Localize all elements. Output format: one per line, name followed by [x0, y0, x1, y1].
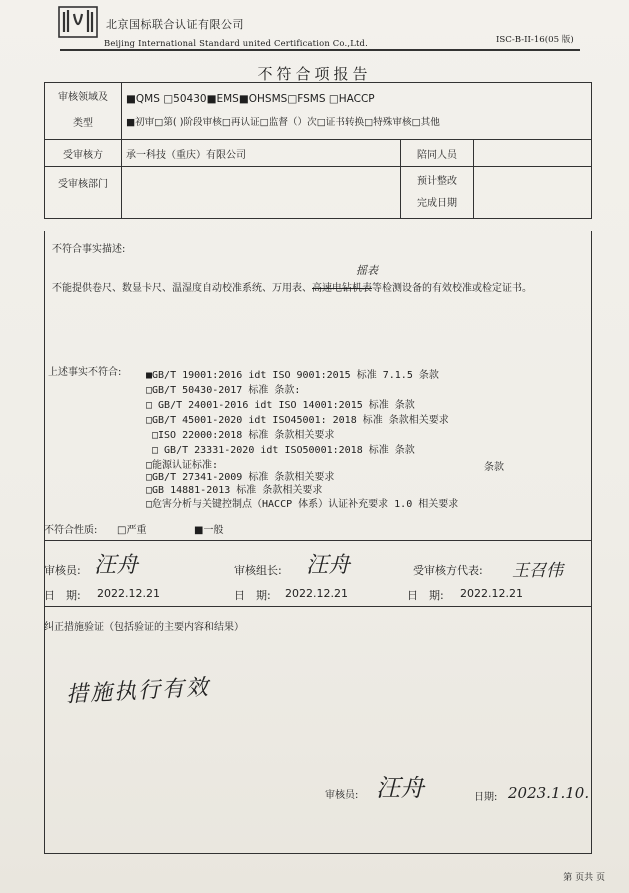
auditee-value: 承一科技（重庆）有限公司: [122, 140, 401, 167]
clause-5: □ISO 22000:2018 标准 条款相关要求: [152, 430, 335, 441]
desc-inserted: 摇表: [356, 264, 378, 277]
verification-date-value: 2023.1.10.: [508, 784, 590, 802]
date-value-3: 2022.12.21: [460, 587, 523, 600]
standards-line: ■QMS □50430■EMS■OHSMS□FSMS □HACCP: [126, 93, 375, 105]
clause-8: □GB/T 27341-2009 标准 条款相关要求: [146, 472, 335, 483]
form-code: ISC-B-II-16(05 版): [496, 35, 574, 45]
clause-4: □GB/T 45001-2020 idt ISO45001: 2018 标准 条款相关要求: [146, 415, 449, 426]
nature-general: ■一般: [194, 525, 224, 536]
desc-struck: 高速电钻机表: [312, 283, 372, 294]
auditee-label: 受审核方: [45, 140, 122, 167]
verification-label: 纠正措施验证（包括验证的主要内容和结果）: [44, 622, 244, 633]
date-value-2: 2022.12.21: [285, 587, 348, 600]
verification-auditor-signature: 汪舟: [376, 774, 424, 802]
accompany-value: [474, 140, 592, 167]
dept-value: [122, 167, 401, 219]
verification-auditor-label: 审核员:: [325, 790, 359, 801]
date-label-2: 日 期:: [234, 589, 271, 602]
audit-area-value: [122, 83, 592, 140]
desc-label: 不符合事实描述:: [52, 244, 126, 255]
clause-3: □ GB/T 24001-2016 idt ISO 14001:2015 标准 条款: [146, 400, 415, 411]
date-label-1: 日 期:: [44, 589, 81, 602]
nature-label: 不符合性质:: [44, 525, 98, 536]
planned-date-label: 预计整改 完成日期: [401, 167, 474, 219]
nature-severe: □严重: [117, 525, 147, 536]
rep-signature: 王召伟: [512, 561, 563, 581]
date-label-3: 日 期:: [407, 589, 444, 602]
clause-10: □危害分析与关键控制点（HACCP 体系）认证补充要求 1.0 相关要求: [146, 499, 459, 510]
dept-label: 受审核部门: [45, 167, 122, 219]
audit-area-label: 审核领域及 类型: [45, 83, 122, 140]
section-divider-2: [44, 606, 592, 607]
company-name-en: Beijing International Standard united Certification Co.,Ltd.: [104, 38, 368, 48]
rep-label: 受审核方代表:: [413, 564, 483, 577]
clause-6: □ GB/T 23331-2020 idt ISO50001:2018 标准 条款: [152, 445, 415, 456]
clause-7: □能源认证标准:: [146, 460, 219, 471]
desc-text: 不能提供卷尺、数显卡尺、温湿度自动校准系统、万用表、高速电钻机表等检测设备的有效校准或检定证书。: [52, 283, 532, 294]
clause-2: □GB/T 50430-2017 标准 条款:: [146, 385, 301, 396]
nonconformity-section: [44, 231, 592, 854]
auditor-signature: 汪舟: [94, 553, 139, 578]
verification-handwriting: 措施执行有效: [65, 675, 211, 708]
company-name-cn: 北京国标联合认证有限公司: [106, 18, 244, 31]
info-table: [44, 82, 592, 219]
company-logo-icon: [58, 6, 98, 38]
page-title: 不符合项报告: [257, 65, 372, 83]
verification-date-label: 日期:: [474, 792, 498, 803]
audit-type-line: ■初审□第( )阶段审核□再认证□监督（）次□证书转换□特殊审核□其他: [126, 117, 440, 128]
page-number: 第 页共 页: [563, 873, 605, 883]
leader-signature: 汪舟: [306, 553, 351, 578]
header-divider: [60, 49, 580, 51]
auditor-label: 审核员:: [44, 564, 81, 577]
clause-1: ■GB/T 19001:2016 idt ISO 9001:2015 标准 7.1.5 条款: [146, 370, 439, 381]
clause-7-suffix: 条款: [484, 462, 504, 473]
section-divider: [44, 540, 592, 541]
accompany-label: 陪同人员: [401, 140, 474, 167]
planned-date-value: [474, 167, 592, 219]
date-value-1: 2022.12.21: [97, 587, 160, 600]
violation-label: 上述事实不符合:: [48, 367, 122, 378]
clause-9: □GB 14881-2013 标准 条款相关要求: [146, 485, 323, 496]
leader-label: 审核组长:: [234, 564, 282, 577]
